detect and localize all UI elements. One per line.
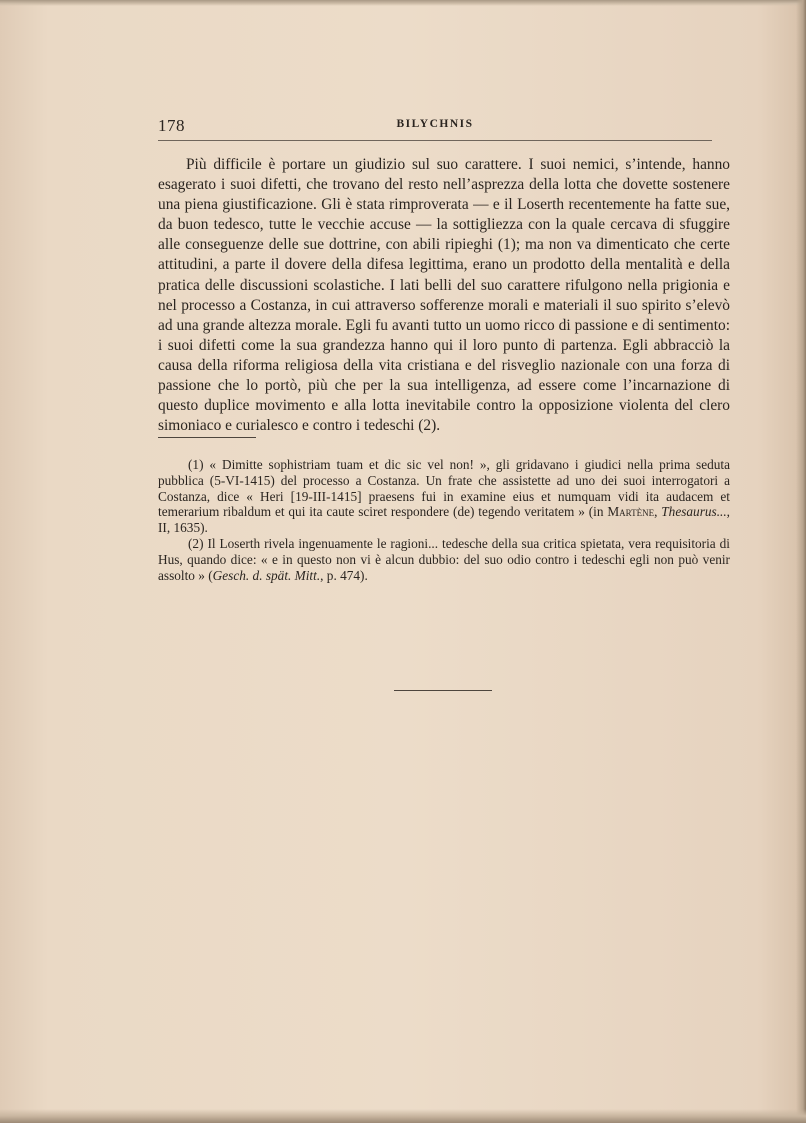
footnote-1-tail: , II, 1635). — [158, 504, 730, 536]
footnotes — [158, 457, 730, 583]
footnote-1-separator: , — [654, 504, 662, 520]
page-number: 178 — [158, 116, 185, 135]
page-right-edge — [796, 0, 806, 1123]
footnote-separator — [158, 437, 256, 438]
footnote-1 — [158, 457, 730, 536]
footnote-2-tail: , p. 474). — [320, 567, 368, 583]
footnote-1-text: (1) « Dimitte sophistriam tuam et dic sic vel non! », gli gridavano i giudici nella prima seduta pubblica (5-VI-1415) del processo a Costanza. Un frate che assistette ad uno dei suoi interrogatori a Costanza, dice « Heri [19-III-1415] praesens fui in examine eius et numquam vidi ita audacem et temerarium ribaldum et qui ita caute sciret respondere (de) tegendo veritatem » (in — [158, 457, 730, 520]
page-bottom-edge — [0, 1109, 806, 1123]
page-header — [158, 114, 712, 141]
footnote-2 — [158, 536, 730, 583]
footnote-2-reference: Gesch. d. spät. Mitt. — [212, 567, 321, 583]
running-head: BILYCHNIS — [396, 118, 474, 130]
body-paragraph: Più difficile è portare un giudizio sul suo carattere. I suoi nemici, s’intende, hanno esagerato i suoi difetti, che trovano del resto nell’asprezza della lotta che dovette sostenere una piena giustificazione. Gli è stata rimproverata — e il Loserth recentemente ha fatte sue, da buon tedesco, tutte le vecchie accuse — la sottigliezza con la quale cercava di sfuggire alle conseguenze delle sue dottrine, con abili ripieghi (1); ma non va dimenticato che certe attitudini, a parte il dovere della difesa legittima, erano un prodotto della mentalità e della pratica delle discussioni scolastiche. I lati belli del suo carattere rifulgono nella prigionia e nel processo a Costanza, in cui attraverso sofferenze morali e materiali il suo spirito s’elevò ad una grande altezza morale. Egli fu avanti tutto un uomo ricco di passione e di sentimento: i suoi difetti come la sua grandezza hanno qui il loro punto di partenza. Egli abbracciò la causa della riforma religiosa della vita cristiana e del risveglio nazionale con una forza di passione che lo portò, più che per la sua intelligenza, ad essere come l’incarnazione di questo duplice movimento e alla lotta inevitabile contro la opposizione violenta del clero simoniaco e curialesco e contro i tedeschi (2). — [158, 156, 730, 435]
footnote-2-text: (2) Il Loserth rivela ingenuamente le ragioni... tedesche della sua critica spietata, vera requisitoria di Hus, quando dice: « e in questo non vi è alcun dubbio: del suo odio contro i tedeschi egli non può venir assolto » ( — [158, 535, 730, 583]
page-top-edge — [0, 0, 806, 6]
footnote-1-work: Thesaurus... — [661, 504, 727, 520]
end-rule — [394, 690, 492, 691]
footnote-1-author: Martène — [607, 504, 655, 520]
